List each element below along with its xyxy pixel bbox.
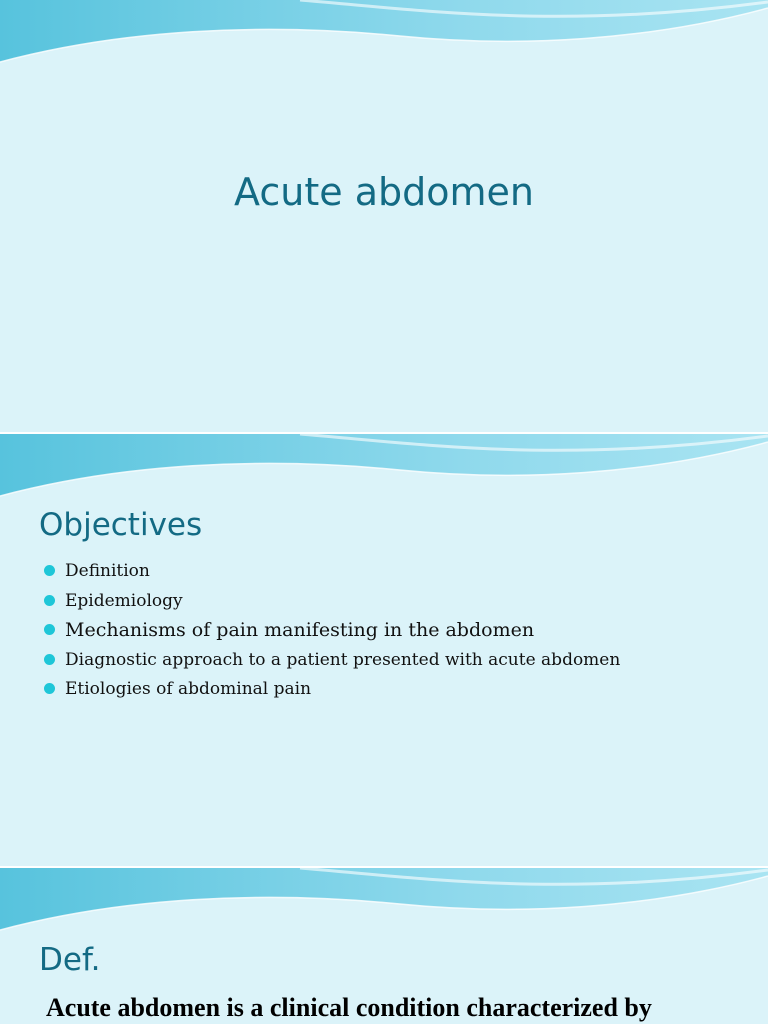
bullet-icon [44, 683, 55, 694]
wave-decoration [0, 0, 768, 80]
bullet-icon [44, 654, 55, 665]
list-item-label: Diagnostic approach to a patient presented with acute abdomen [65, 649, 621, 670]
definition-text: Acute abdomen is a clinical condition characterized by [46, 993, 652, 1022]
list-item-label: Definition [65, 561, 150, 581]
list-item [44, 618, 620, 648]
wave-decoration [0, 434, 768, 514]
slide-definition [0, 868, 768, 1024]
bullet-icon [44, 624, 55, 635]
bullet-icon [44, 595, 55, 606]
wave-decoration [0, 868, 768, 948]
list-item [44, 559, 620, 589]
list-item [44, 589, 620, 619]
objectives-list [44, 559, 620, 707]
list-item-label: Mechanisms of pain manifesting in the abdomen [65, 619, 535, 641]
list-item-label: Etiologies of abdominal pain [65, 679, 312, 699]
list-item [44, 677, 620, 707]
slide-title [0, 0, 768, 432]
slide-objectives [0, 434, 768, 866]
presentation-title: Acute abdomen [234, 170, 534, 214]
list-item-label: Epidemiology [65, 590, 183, 611]
slide-heading: Def. [39, 942, 101, 978]
list-item [44, 648, 620, 678]
slide-heading: Objectives [39, 507, 203, 543]
bullet-icon [44, 565, 55, 576]
